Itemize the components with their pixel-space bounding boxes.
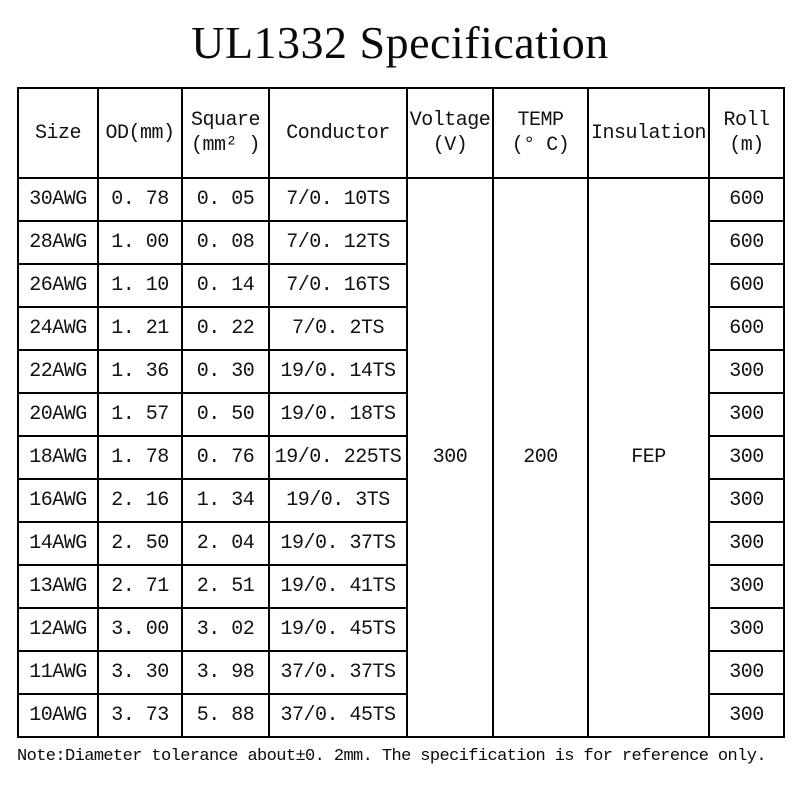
roll-cell: 300 xyxy=(709,651,784,694)
col-header-square: Square (mm² ) xyxy=(182,88,269,178)
voltage-merged-cell: 300 xyxy=(407,178,493,737)
size-cell: 24AWG xyxy=(18,307,98,350)
od-cell: 0. 78 xyxy=(98,178,182,221)
square-cell: 0. 76 xyxy=(182,436,269,479)
square-cell: 0. 05 xyxy=(182,178,269,221)
od-cell: 2. 71 xyxy=(98,565,182,608)
size-cell: 26AWG xyxy=(18,264,98,307)
roll-cell: 300 xyxy=(709,436,784,479)
col-header-conductor: Conductor xyxy=(269,88,407,178)
size-cell: 11AWG xyxy=(18,651,98,694)
od-cell: 2. 50 xyxy=(98,522,182,565)
roll-cell: 300 xyxy=(709,479,784,522)
od-cell: 2. 16 xyxy=(98,479,182,522)
square-cell: 0. 22 xyxy=(182,307,269,350)
size-cell: 12AWG xyxy=(18,608,98,651)
conductor-cell: 7/0. 16TS xyxy=(269,264,407,307)
roll-cell: 300 xyxy=(709,565,784,608)
temp-merged-cell: 200 xyxy=(493,178,588,737)
square-cell: 3. 02 xyxy=(182,608,269,651)
roll-cell: 300 xyxy=(709,393,784,436)
conductor-cell: 19/0. 45TS xyxy=(269,608,407,651)
conductor-cell: 37/0. 37TS xyxy=(269,651,407,694)
square-cell: 2. 04 xyxy=(182,522,269,565)
size-cell: 30AWG xyxy=(18,178,98,221)
od-cell: 1. 10 xyxy=(98,264,182,307)
table-row xyxy=(18,178,784,221)
size-cell: 16AWG xyxy=(18,479,98,522)
conductor-cell: 19/0. 14TS xyxy=(269,350,407,393)
square-cell: 5. 88 xyxy=(182,694,269,737)
od-cell: 3. 00 xyxy=(98,608,182,651)
od-cell: 1. 21 xyxy=(98,307,182,350)
col-header-roll: Roll (m) xyxy=(709,88,784,178)
insulation-merged-cell: FEP xyxy=(588,178,709,737)
size-cell: 10AWG xyxy=(18,694,98,737)
od-cell: 1. 78 xyxy=(98,436,182,479)
od-cell: 3. 73 xyxy=(98,694,182,737)
roll-cell: 600 xyxy=(709,264,784,307)
specification-table xyxy=(17,87,785,738)
conductor-cell: 7/0. 10TS xyxy=(269,178,407,221)
size-cell: 13AWG xyxy=(18,565,98,608)
roll-cell: 300 xyxy=(709,350,784,393)
roll-cell: 300 xyxy=(709,608,784,651)
conductor-cell: 19/0. 41TS xyxy=(269,565,407,608)
col-header-size: Size xyxy=(18,88,98,178)
od-cell: 1. 36 xyxy=(98,350,182,393)
square-cell: 1. 34 xyxy=(182,479,269,522)
col-header-voltage: Voltage (V) xyxy=(407,88,493,178)
square-cell: 0. 14 xyxy=(182,264,269,307)
conductor-cell: 19/0. 225TS xyxy=(269,436,407,479)
roll-cell: 600 xyxy=(709,307,784,350)
square-cell: 0. 08 xyxy=(182,221,269,264)
roll-cell: 600 xyxy=(709,178,784,221)
table-header-row xyxy=(18,88,784,178)
square-cell: 2. 51 xyxy=(182,565,269,608)
square-cell: 3. 98 xyxy=(182,651,269,694)
page-title: UL1332 Specification xyxy=(191,17,609,68)
col-header-od: OD(mm) xyxy=(98,88,182,178)
square-cell: 0. 50 xyxy=(182,393,269,436)
roll-cell: 300 xyxy=(709,694,784,737)
conductor-cell: 7/0. 2TS xyxy=(269,307,407,350)
od-cell: 3. 30 xyxy=(98,651,182,694)
conductor-cell: 19/0. 37TS xyxy=(269,522,407,565)
conductor-cell: 19/0. 18TS xyxy=(269,393,407,436)
size-cell: 20AWG xyxy=(18,393,98,436)
size-cell: 14AWG xyxy=(18,522,98,565)
square-cell: 0. 30 xyxy=(182,350,269,393)
od-cell: 1. 00 xyxy=(98,221,182,264)
conductor-cell: 19/0. 3TS xyxy=(269,479,407,522)
col-header-insulation: Insulation xyxy=(588,88,709,178)
size-cell: 28AWG xyxy=(18,221,98,264)
footnote: Note:Diameter tolerance about±0. 2mm. The specification is for reference only. xyxy=(17,747,766,766)
roll-cell: 300 xyxy=(709,522,784,565)
conductor-cell: 7/0. 12TS xyxy=(269,221,407,264)
size-cell: 18AWG xyxy=(18,436,98,479)
conductor-cell: 37/0. 45TS xyxy=(269,694,407,737)
roll-cell: 600 xyxy=(709,221,784,264)
od-cell: 1. 57 xyxy=(98,393,182,436)
size-cell: 22AWG xyxy=(18,350,98,393)
col-header-temp: TEMP (° C) xyxy=(493,88,588,178)
